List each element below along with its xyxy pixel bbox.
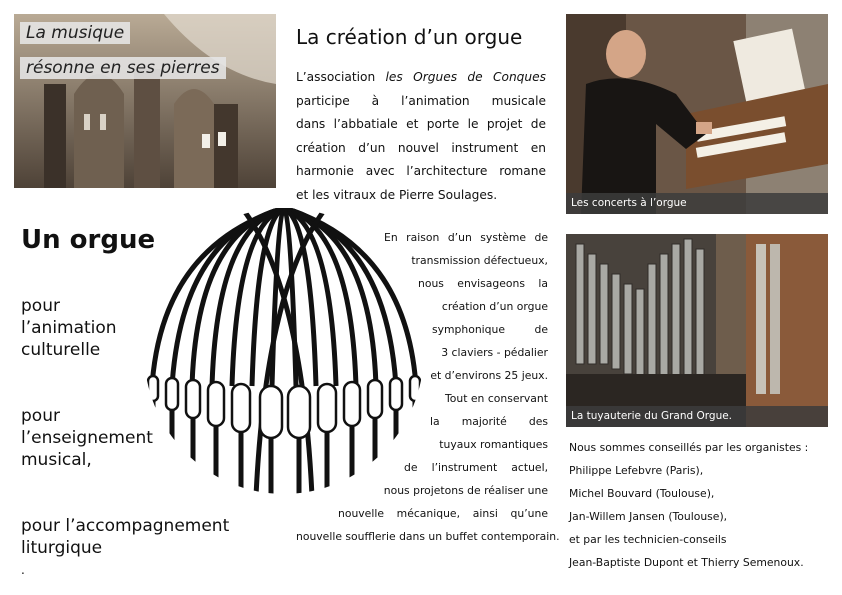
intro-line-1 <box>296 66 546 90</box>
purpose-liturgy-line-2: liturgique <box>21 538 103 558</box>
purpose-liturgy-line-1: pour l’accompagnement <box>21 516 230 536</box>
organist-image <box>566 14 828 214</box>
project-line-8: Tout en conservant <box>445 392 548 405</box>
purpose-cultural-line-3: culturelle <box>21 340 101 360</box>
purpose-liturgy <box>21 515 229 581</box>
purpose-cultural-line-1: pour <box>21 296 60 316</box>
intro-line-3: dans l’abbatiale et porte le projet de <box>296 117 546 131</box>
intro-paragraph <box>296 66 546 207</box>
project-line-5: symphonique de <box>432 323 548 336</box>
organ-heading: Un orgue <box>21 225 156 255</box>
purpose-teaching-line-3: musical, <box>21 450 92 470</box>
pipes-photo-caption: La tuyauterie du Grand Orgue. <box>566 406 828 427</box>
organ-pipes-photo <box>566 234 828 427</box>
organist-photo <box>566 14 828 214</box>
purpose-teaching <box>21 405 153 471</box>
project-line-14: nouvelle soufflerie dans un buffet contemporain. <box>296 530 560 543</box>
advisors-line-5: et par les technicien-conseils <box>569 533 727 546</box>
advisors-line-6: Jean-Baptiste Dupont et Thierry Semenoux. <box>569 556 804 569</box>
project-description <box>296 226 560 548</box>
advisors-line-1: Nous sommes conseillés par les organistes : <box>569 441 809 454</box>
purpose-cultural <box>21 295 117 361</box>
advisors-line-2: Philippe Lefebvre (Paris), <box>569 464 704 477</box>
project-line-12: nous projetons de réaliser une <box>383 484 548 497</box>
intro-line-6: et les vitraux de Pierre Soulages. <box>296 187 498 202</box>
association-name: les Orgues de Conques <box>385 70 546 84</box>
photo-caption-line2: résonne en ses pierres <box>20 57 226 79</box>
abbey-interior-photo <box>14 14 276 188</box>
organ-pipes-image <box>566 234 828 427</box>
project-line-9: la majorité des <box>430 415 548 428</box>
advisors-line-3: Michel Bouvard (Toulouse), <box>569 487 715 500</box>
purpose-teaching-line-1: pour <box>21 406 60 426</box>
project-line-2: transmission défectueux, <box>411 254 548 267</box>
purpose-teaching-line-2: l’enseignement <box>21 428 153 448</box>
intro-line-5: harmonie avec l’architecture romane <box>296 164 546 178</box>
project-line-11: de l’instrument actuel, <box>404 461 548 474</box>
purpose-liturgy-line-3: . <box>21 563 25 577</box>
page-title: La création d’un orgue <box>296 25 523 49</box>
intro-line-2: participe à l’animation musicale <box>296 93 546 108</box>
project-line-7: et d’environs 25 jeux. <box>430 369 548 382</box>
photo-caption-line1: La musique <box>20 22 130 44</box>
organist-photo-caption: Les concerts à l’orgue <box>566 193 828 214</box>
advisors-line-4: Jan-Willem Jansen (Toulouse), <box>569 510 728 523</box>
project-line-10: tuyaux romantiques <box>439 438 548 451</box>
project-line-4: création d’un orgue <box>441 300 548 313</box>
project-line-1: En raison d’un système de <box>384 231 548 244</box>
intro-line-1-prefix: L’association <box>296 70 386 84</box>
intro-line-4: création d’un nouvel instrument en <box>296 140 546 155</box>
project-line-3: nous envisageons la <box>418 277 548 290</box>
advisors-list <box>569 436 829 574</box>
project-line-6: 3 claviers - pédalier <box>441 346 548 359</box>
purpose-cultural-line-2: l’animation <box>21 318 117 338</box>
project-line-13: nouvelle mécanique, ainsi qu’une <box>338 507 548 520</box>
